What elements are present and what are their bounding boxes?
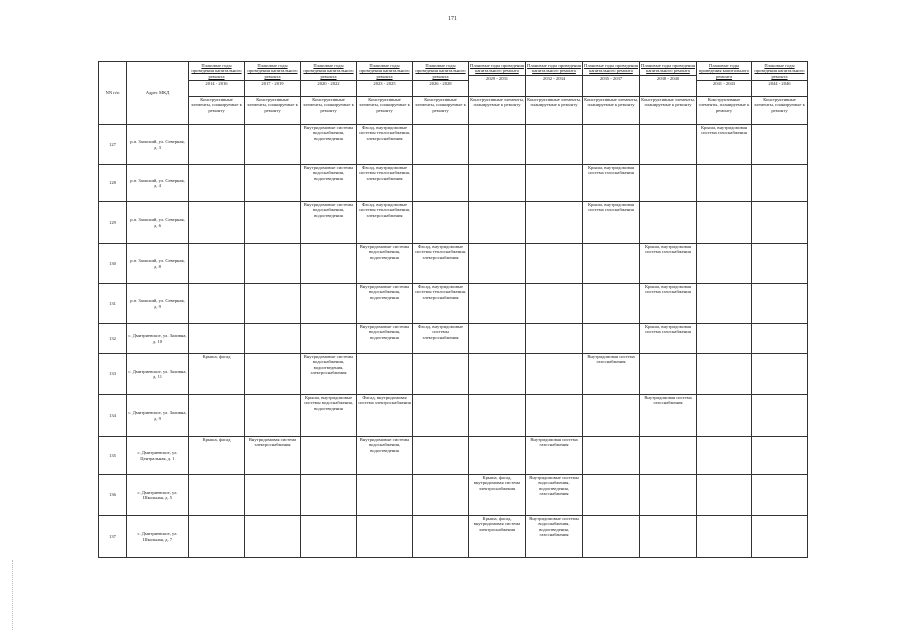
column-header-period <box>583 62 640 97</box>
repair-elements-cell <box>526 284 583 324</box>
repair-elements-cell <box>697 244 752 284</box>
repair-elements-cell <box>469 244 526 284</box>
table-row <box>99 125 808 165</box>
repair-elements-cell <box>752 324 808 354</box>
repair-elements-cell <box>697 284 752 324</box>
column-header-elements: Конструктивные элементы, планируемые к ремонту <box>301 97 357 125</box>
repair-elements-cell <box>697 395 752 437</box>
column-header-elements: Конструктивные элементы, планируемые к ремонту <box>469 97 526 125</box>
repair-elements-cell <box>640 516 697 558</box>
planned-years-label: Плановые годы проведения капитального ремонта <box>754 63 805 79</box>
repair-elements-cell <box>301 284 357 324</box>
repair-elements-cell <box>189 475 245 516</box>
repair-elements-cell: Внутридомовые системы водоснабжения, водоотведения <box>301 165 357 202</box>
repair-elements-cell <box>189 125 245 165</box>
repair-elements-cell <box>469 354 526 395</box>
repair-elements-cell <box>189 202 245 244</box>
period-range: 2044 - 2046 <box>752 80 807 86</box>
repair-elements-cell <box>469 125 526 165</box>
repair-elements-cell <box>640 165 697 202</box>
column-header-elements: Конструктивные элементы, планируемые к ремонту <box>189 97 245 125</box>
repair-elements-cell <box>752 284 808 324</box>
planned-years-label: Плановые годы проведения капитального ремонта <box>359 63 410 79</box>
period-range: 2023 - 2025 <box>357 80 412 86</box>
repair-elements-cell <box>640 475 697 516</box>
header-row-elements <box>99 97 808 125</box>
row-address: р.п. Заокский, ул. Северная, д. 3 <box>127 125 189 165</box>
repair-elements-cell <box>526 244 583 284</box>
repair-elements-cell: Внутридомовые системы водоснабжения, водоотведения <box>357 437 413 475</box>
repair-elements-cell <box>413 395 469 437</box>
page-number: 171 <box>448 16 457 22</box>
repair-elements-cell: Фасад, внутридомовые системы электроснабжения <box>413 324 469 354</box>
repair-elements-cell <box>697 324 752 354</box>
repair-elements-cell <box>752 202 808 244</box>
row-address: р.п. Заокский, ул. Северная, д. 4 <box>127 165 189 202</box>
row-address: с. Дмитриевское, ул. Школьная, д. 7 <box>127 516 189 558</box>
repair-elements-cell <box>413 516 469 558</box>
repair-elements-cell <box>245 475 301 516</box>
repair-elements-cell <box>752 475 808 516</box>
repair-elements-cell: Крыша, фасад <box>189 437 245 475</box>
table-row <box>99 244 808 284</box>
repair-elements-cell: Крыша, внутридомовая система газоснабжения <box>697 125 752 165</box>
column-header-period <box>301 62 357 97</box>
header-row-periods <box>99 62 808 97</box>
repair-elements-cell: Внутридомовая система газоснабжения <box>526 437 583 475</box>
repair-elements-cell <box>189 395 245 437</box>
planned-years-label: Плановые годы проведения капитального ремонта <box>698 63 750 79</box>
repair-elements-cell <box>697 165 752 202</box>
column-header-elements: Конструктивные элементы, планируемые к ремонту <box>413 97 469 125</box>
repair-elements-cell: Крыша, внутридомовая система газоснабжения <box>640 284 697 324</box>
column-header-period <box>245 62 301 97</box>
repair-elements-cell: Крыша, внутридомовая система газоснабжения <box>583 165 640 202</box>
repair-elements-cell <box>189 284 245 324</box>
repair-elements-cell <box>245 165 301 202</box>
repair-elements-cell <box>413 202 469 244</box>
repair-elements-cell <box>357 516 413 558</box>
repair-elements-cell <box>752 244 808 284</box>
repair-elements-cell <box>583 395 640 437</box>
row-address: с. Дмитриевское, ул. Заливна, д. 10 <box>127 324 189 354</box>
repair-elements-cell <box>697 475 752 516</box>
table-row <box>99 324 808 354</box>
table-row <box>99 165 808 202</box>
repair-elements-cell <box>526 165 583 202</box>
period-range: 2014 - 2016 <box>189 80 244 86</box>
repair-elements-cell: Внутридомовые системы водоснабжения, водоотведения, электроснабжения <box>301 354 357 395</box>
column-header-period <box>189 62 245 97</box>
table-row <box>99 284 808 324</box>
planned-years-label: Плановые годы проведения капитального ремонта <box>191 63 242 79</box>
repair-elements-cell: Внутридомовые системы водоснабжения, водоотведения, газоснабжения <box>526 475 583 516</box>
repair-elements-cell: Фасад, внутридомовые системы теплоснабжения, электроснабжения <box>357 125 413 165</box>
table-row <box>99 437 808 475</box>
repair-elements-cell <box>583 284 640 324</box>
planned-years-label: Плановые годы проведения капитального ремонта <box>584 63 638 74</box>
row-address: с. Дмитриевское, ул. Заливна, д. 9 <box>127 395 189 437</box>
column-header-address: Адрес МКД <box>127 62 189 125</box>
repair-elements-cell <box>583 475 640 516</box>
repair-elements-cell <box>245 324 301 354</box>
row-number: 135 <box>99 437 127 475</box>
repair-elements-cell <box>640 354 697 395</box>
repair-elements-cell: Внутридомовые системы водоснабжения, водоотведения <box>301 202 357 244</box>
repair-elements-cell: Фасад, внутридомовая система электроснабжения <box>357 395 413 437</box>
planned-years-label: Плановые годы проведения капитального ремонта <box>641 63 695 74</box>
column-header-elements: Конструктивные элементы, планируемые к ремонту <box>357 97 413 125</box>
table-row <box>99 395 808 437</box>
row-number: 128 <box>99 165 127 202</box>
capital-repair-table-container <box>98 61 808 558</box>
repair-elements-cell <box>245 202 301 244</box>
column-header-period <box>697 62 752 97</box>
repair-elements-cell: Внутридомовая система газоснабжения <box>640 395 697 437</box>
repair-elements-cell <box>301 437 357 475</box>
column-header-elements: Конструктивные элементы, планируемые к ремонту <box>697 97 752 125</box>
repair-elements-cell <box>413 165 469 202</box>
repair-elements-cell <box>189 244 245 284</box>
period-range: 2026 - 2028 <box>413 80 468 86</box>
repair-elements-cell: Внутридомовые системы водоснабжения, водоотведения <box>357 284 413 324</box>
planned-years-label: Плановые годы проведения капитального ремонта <box>247 63 298 79</box>
repair-elements-cell <box>301 244 357 284</box>
table-header <box>99 62 808 125</box>
repair-elements-cell <box>245 516 301 558</box>
repair-elements-cell <box>469 202 526 244</box>
repair-elements-cell: Фасад, внутридомовые системы теплоснабжения, электроснабжения <box>413 284 469 324</box>
repair-elements-cell <box>245 284 301 324</box>
repair-elements-cell <box>697 354 752 395</box>
repair-elements-cell <box>583 437 640 475</box>
repair-elements-cell: Внутридомовые системы водоснабжения, водоотведения <box>357 244 413 284</box>
column-header-elements: Конструктивные элементы, планируемые к ремонту <box>526 97 583 125</box>
repair-elements-cell: Крыша, внутридомовые системы водоснабжения, водоотведения <box>301 395 357 437</box>
repair-elements-cell <box>697 516 752 558</box>
repair-elements-cell <box>245 125 301 165</box>
repair-elements-cell <box>752 516 808 558</box>
repair-elements-cell <box>245 244 301 284</box>
repair-elements-cell <box>752 437 808 475</box>
table-body <box>99 125 808 558</box>
column-header-period <box>413 62 469 97</box>
table-row <box>99 202 808 244</box>
repair-elements-cell: Крыша, фасад <box>189 354 245 395</box>
repair-elements-cell: Крыша, фасад, внутридомовая система электроснабжения <box>469 475 526 516</box>
row-address: с. Дмитриевское, ул. Центральная, д. 1 <box>127 437 189 475</box>
row-address: р.п. Заокский, ул. Северная, д. 9 <box>127 284 189 324</box>
margin-scan-marks <box>12 560 15 630</box>
table-row <box>99 475 808 516</box>
row-number: 127 <box>99 125 127 165</box>
repair-elements-cell <box>357 475 413 516</box>
repair-elements-cell <box>413 437 469 475</box>
repair-elements-cell <box>413 125 469 165</box>
table-row <box>99 516 808 558</box>
repair-elements-cell: Крыша, внутридомовая система газоснабжения <box>640 324 697 354</box>
row-number: 132 <box>99 324 127 354</box>
row-number: 134 <box>99 395 127 437</box>
period-range: 2041 - 2043 <box>697 80 751 86</box>
repair-elements-cell <box>526 354 583 395</box>
table-row <box>99 354 808 395</box>
repair-elements-cell <box>640 125 697 165</box>
repair-elements-cell <box>189 516 245 558</box>
repair-elements-cell <box>189 165 245 202</box>
row-number: 131 <box>99 284 127 324</box>
column-header-period <box>357 62 413 97</box>
repair-elements-cell <box>697 202 752 244</box>
repair-elements-cell <box>245 395 301 437</box>
repair-elements-cell: Крыша, фасад, внутридомовая система электроснабжения <box>469 516 526 558</box>
column-header-period <box>469 62 526 97</box>
repair-elements-cell <box>526 324 583 354</box>
repair-elements-cell <box>413 354 469 395</box>
column-header-period <box>752 62 808 97</box>
row-number: 136 <box>99 475 127 516</box>
repair-elements-cell <box>301 324 357 354</box>
planned-years-label: Плановые годы проведения капитального ремонта <box>303 63 354 79</box>
period-range: 2035 - 2037 <box>583 75 639 81</box>
row-address: с. Дмитриевское, ул. Школьная, д. 5 <box>127 475 189 516</box>
repair-elements-cell <box>189 324 245 354</box>
repair-elements-cell: Фасад, внутридомовые системы теплоснабжения, электроснабжения <box>357 165 413 202</box>
row-address: р.п. Заокский, ул. Северная, д. 6 <box>127 202 189 244</box>
repair-elements-cell <box>697 437 752 475</box>
repair-elements-cell <box>583 516 640 558</box>
row-address: с. Дмитриевское, ул. Заливна, д. 11 <box>127 354 189 395</box>
row-number: 137 <box>99 516 127 558</box>
planned-years-label: Плановые годы проведения капитального ремонта <box>415 63 466 79</box>
repair-elements-cell <box>245 354 301 395</box>
period-range: 2032 - 2034 <box>526 75 582 81</box>
period-range: 2038 - 2040 <box>640 75 696 81</box>
repair-elements-cell <box>526 125 583 165</box>
repair-elements-cell <box>752 165 808 202</box>
repair-elements-cell <box>583 125 640 165</box>
repair-elements-cell <box>752 125 808 165</box>
repair-elements-cell <box>752 395 808 437</box>
row-number: 130 <box>99 244 127 284</box>
repair-elements-cell: Фасад, внутридомовые системы теплоснабжения, электроснабжения <box>413 244 469 284</box>
repair-elements-cell <box>752 354 808 395</box>
column-header-period <box>640 62 697 97</box>
row-address: р.п. Заокский, ул. Северная, д. 8 <box>127 244 189 284</box>
period-range: 2029 - 2031 <box>469 75 525 81</box>
repair-elements-cell <box>469 165 526 202</box>
repair-elements-cell <box>469 324 526 354</box>
repair-elements-cell <box>583 244 640 284</box>
period-range: 2020 - 2022 <box>301 80 356 86</box>
row-number: 129 <box>99 202 127 244</box>
capital-repair-table <box>98 61 808 558</box>
period-range: 2017 - 2019 <box>245 80 300 86</box>
column-header-elements: Конструктивные элементы, планируемые к ремонту <box>583 97 640 125</box>
repair-elements-cell <box>357 354 413 395</box>
repair-elements-cell: Крыша, внутридомовая система газоснабжения <box>640 244 697 284</box>
repair-elements-cell <box>469 284 526 324</box>
column-header-elements: Конструктивные элементы, планируемые к ремонту <box>752 97 808 125</box>
column-header-elements: Конструктивные элементы, планируемые к ремонту <box>640 97 697 125</box>
repair-elements-cell <box>413 475 469 516</box>
repair-elements-cell: Фасад, внутридомовые системы теплоснабжения, электроснабжения <box>357 202 413 244</box>
repair-elements-cell <box>469 395 526 437</box>
repair-elements-cell: Крыша, внутридомовая система газоснабжения <box>583 202 640 244</box>
repair-elements-cell: Внутридомовые системы водоснабжения, водоотведения, газоснабжения <box>526 516 583 558</box>
repair-elements-cell <box>526 202 583 244</box>
repair-elements-cell <box>640 437 697 475</box>
column-header-elements: Конструктивные элементы, планируемые к ремонту <box>245 97 301 125</box>
repair-elements-cell <box>469 437 526 475</box>
repair-elements-cell: Внутридомовые системы водоснабжения, водоотведения <box>357 324 413 354</box>
repair-elements-cell: Внутридомовая система газоснабжения <box>583 354 640 395</box>
row-number: 133 <box>99 354 127 395</box>
repair-elements-cell <box>301 516 357 558</box>
repair-elements-cell <box>301 475 357 516</box>
repair-elements-cell <box>583 324 640 354</box>
repair-elements-cell: Внутридомовые системы водоснабжения, водоотведения <box>301 125 357 165</box>
planned-years-label: Плановые годы проведения капитального ремонта <box>470 63 524 74</box>
repair-elements-cell: Внутридомовая система электроснабжения <box>245 437 301 475</box>
column-header-number: NN п/п <box>99 62 127 125</box>
column-header-period <box>526 62 583 97</box>
repair-elements-cell <box>526 395 583 437</box>
repair-elements-cell <box>640 202 697 244</box>
planned-years-label: Плановые годы проведения капитального ремонта <box>527 63 581 74</box>
